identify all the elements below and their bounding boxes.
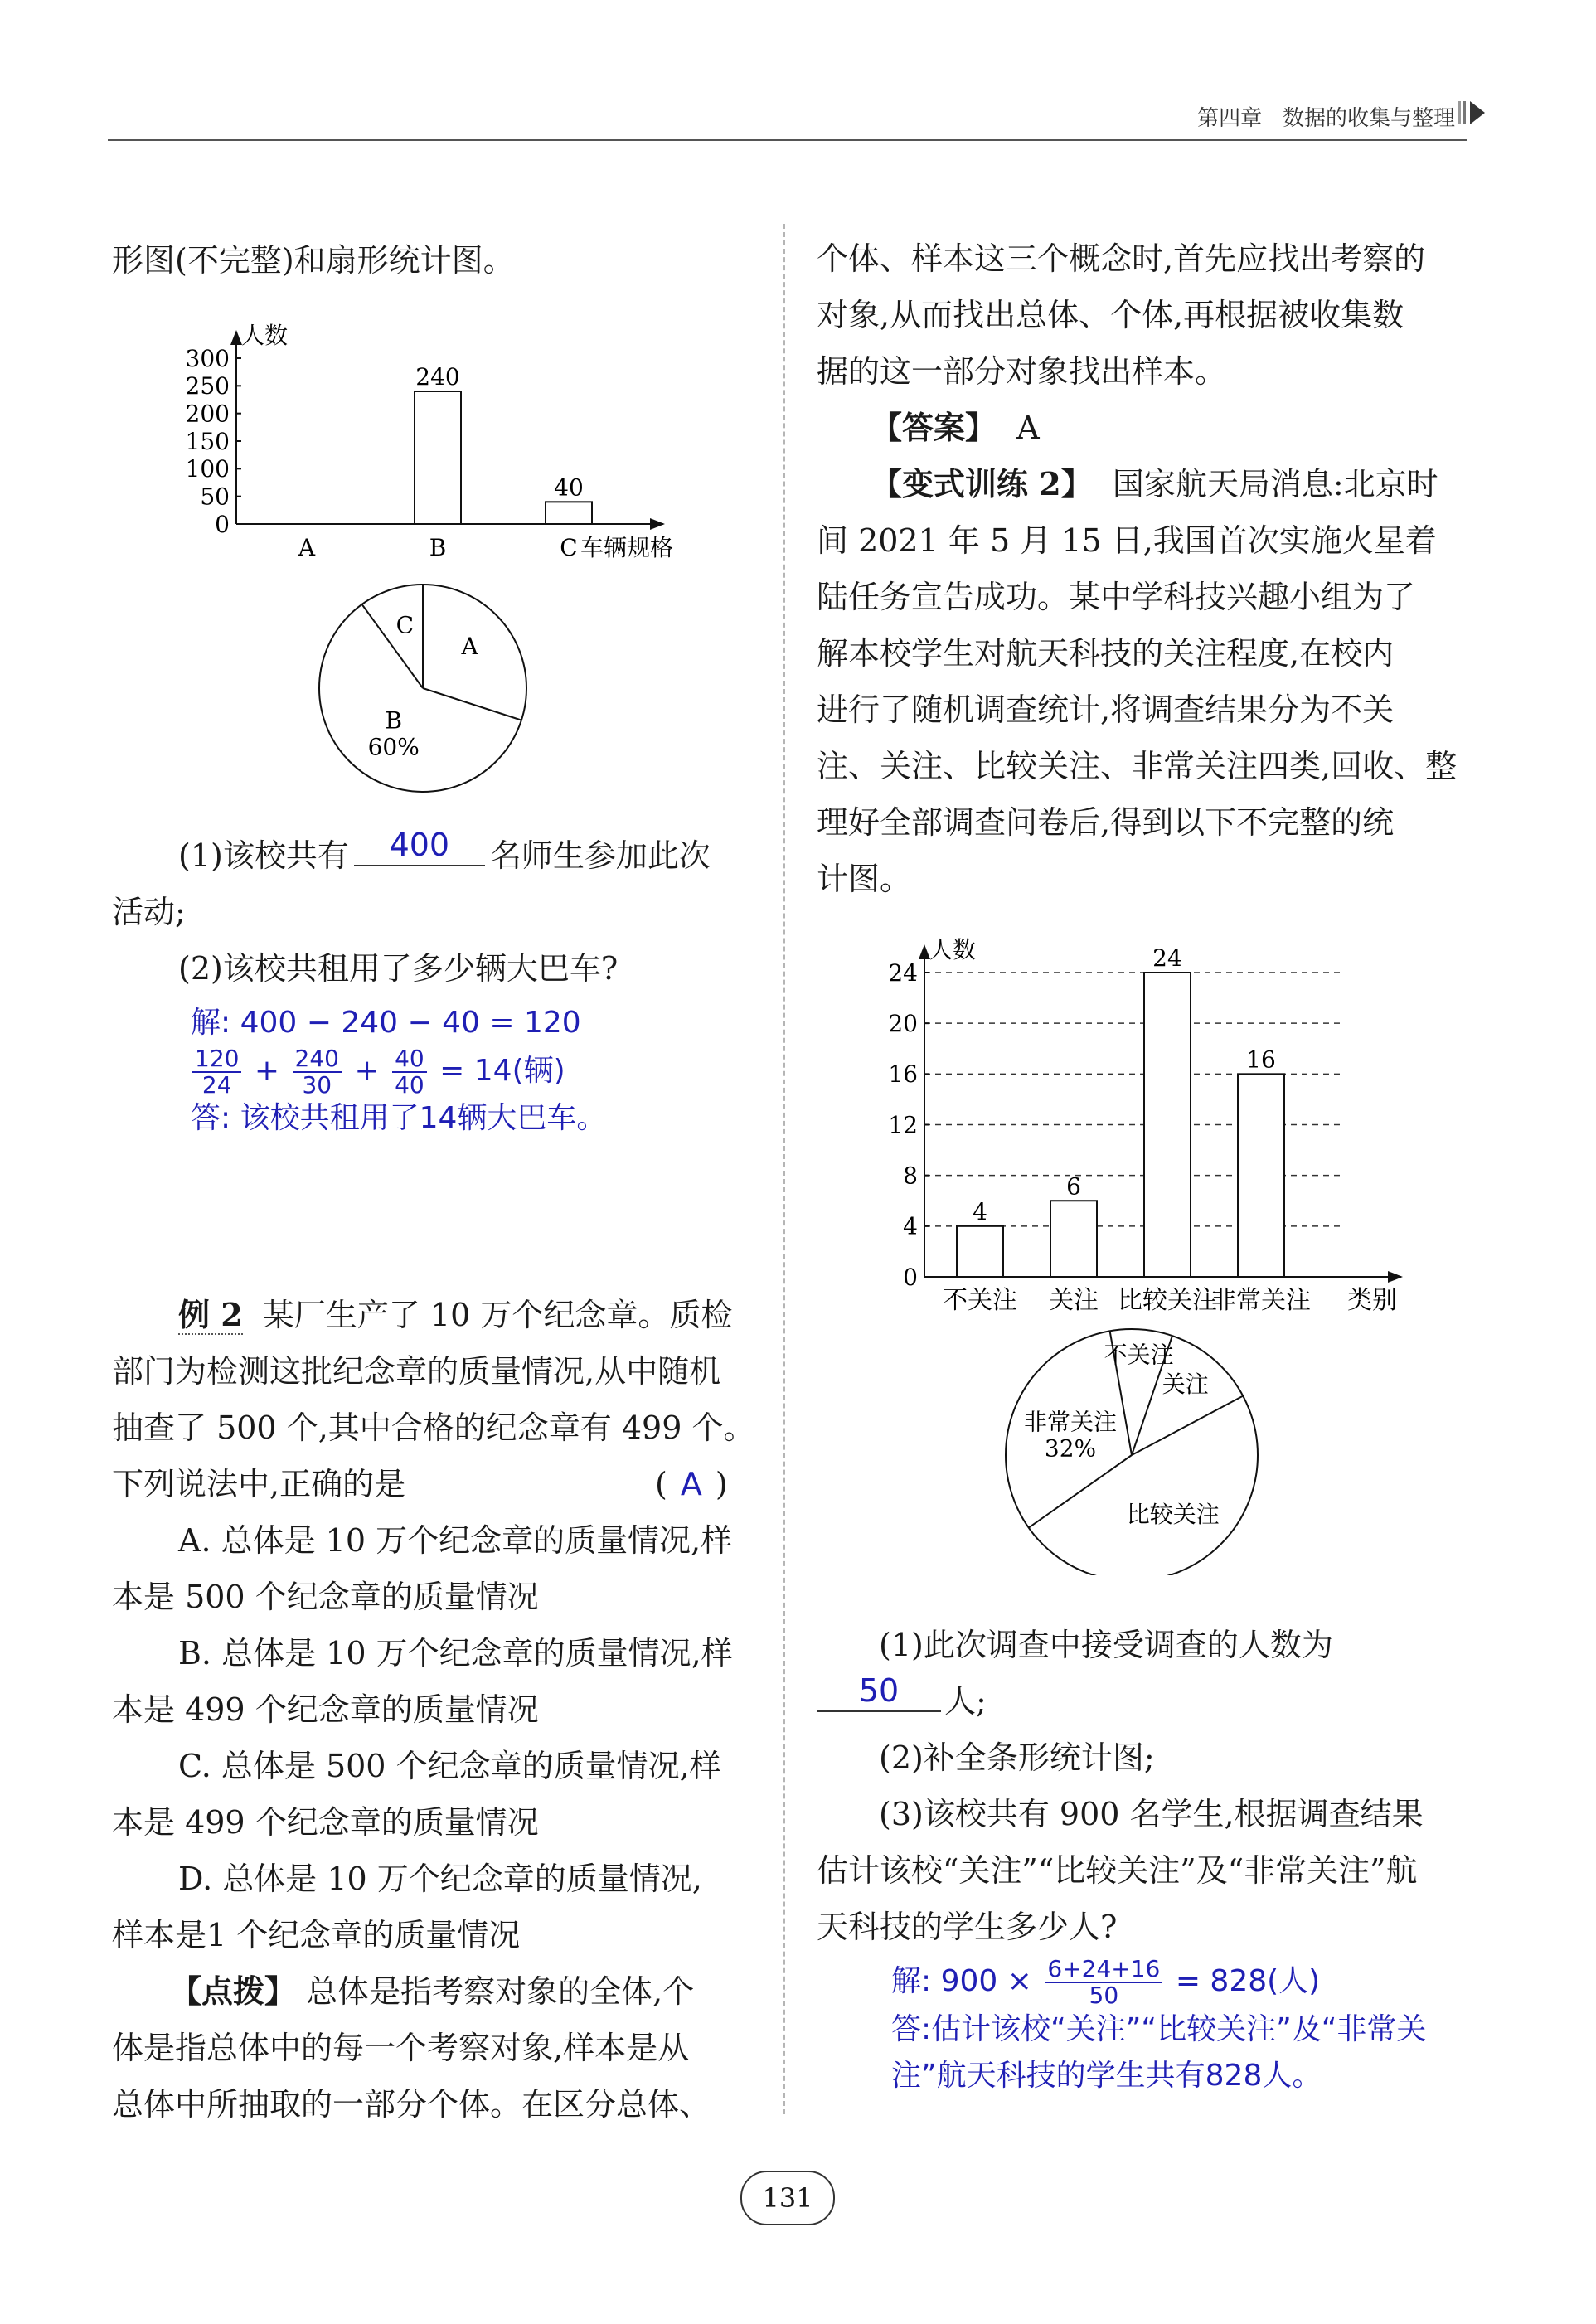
pie-slice-label: A — [461, 632, 478, 660]
x-axis-label: 类别 — [1347, 1286, 1397, 1315]
y-tick-label: 20 — [888, 1009, 918, 1037]
answer-value: A — [1016, 410, 1040, 446]
option-a-line1: A. 总体是 10 万个纪念章的质量情况,样 — [178, 1522, 733, 1559]
pie-slice-label: 关注 — [1162, 1370, 1209, 1398]
example-2-line3: 抽查了 500 个,其中合格的纪念章有 499 个。 — [112, 1409, 755, 1446]
example-2-line2: 部门为检测这批纪念章的质量情况,从中随机 — [112, 1353, 721, 1390]
right-solution-prefix: 解: 900 × — [891, 1964, 1032, 1998]
bar — [415, 391, 461, 524]
right-q3-line2: 估计该校“关注”“比较关注”及“非常关注”航 — [817, 1852, 1418, 1889]
variant-line8: 计图。 — [817, 861, 912, 897]
y-axis-arrow — [919, 944, 930, 959]
option-a-line2: 本是 500 个纪念章的质量情况 — [112, 1579, 539, 1615]
y-tick-label: 200 — [185, 400, 230, 428]
tip-line3: 总体中所抽取的一部分个体。在区分总体、 — [112, 2086, 711, 2123]
column-divider — [783, 224, 785, 2114]
variant-line6: 注、关注、比较关注、非常关注四类,回收、整 — [817, 748, 1458, 784]
y-tick-label: 0 — [215, 510, 230, 538]
right-cont-line2: 对象,从而找出总体、个体,再根据被收集数 — [817, 297, 1404, 333]
chapter-title: 数据的收集与整理 — [1282, 106, 1455, 131]
header-rule — [108, 139, 1467, 141]
bar — [1050, 1201, 1097, 1277]
x-category-label: 比较关注 — [1118, 1286, 1217, 1315]
intro-line: 形图(不完整)和扇形统计图。 — [112, 242, 515, 279]
left-solution-line1: 解: 400 − 240 − 40 = 120 — [191, 1006, 581, 1040]
y-tick-label: 4 — [903, 1212, 918, 1240]
bar-data-label: 40 — [554, 473, 584, 502]
variant-line1 — [871, 456, 1438, 512]
right-solution-answer2: 注”航天科技的学生共有828人。 — [891, 2059, 1322, 2093]
tip-line2: 体是指总体中的每一个考察对象,样本是从 — [112, 2030, 690, 2066]
page-number: 131 — [740, 2171, 835, 2225]
y-tick-label: 100 — [185, 455, 230, 483]
right-q2: (2)补全条形统计图; — [879, 1739, 1155, 1776]
variant-line4: 解本校学生对航天科技的关注程度,在校内 — [817, 635, 1395, 672]
running-header — [1197, 101, 1455, 132]
attention-bar-chart — [879, 920, 1418, 1335]
y-axis-label: 人数 — [929, 936, 977, 963]
frac-240-30: $\frac{240}{30}$ — [293, 1046, 342, 1098]
y-tick-label: 16 — [888, 1060, 918, 1089]
tip-line1 — [170, 1963, 694, 2020]
frac-40-40: $\frac{40}{40}$ — [392, 1046, 427, 1098]
x-axis-label: 车辆规格 — [580, 534, 674, 561]
right-q1-line1: (1)此次调查中接受调查的人数为 — [879, 1627, 1333, 1663]
pie-slice-label: 比较关注 — [1126, 1500, 1220, 1528]
bar — [546, 502, 592, 524]
x-category-label: 关注 — [1049, 1286, 1099, 1315]
bar-data-label: 24 — [1152, 944, 1182, 972]
x-category-label: 不关注 — [943, 1286, 1017, 1315]
option-d-line2: 样本是1 个纪念章的质量情况 — [112, 1917, 521, 1953]
right-q1-blank — [817, 1674, 941, 1712]
right-q1-suffix: 人; — [944, 1683, 987, 1720]
left-q1-answer: 400 — [389, 827, 450, 863]
bar-data-label: 240 — [415, 363, 460, 391]
pie-slice-label: 非常关注 — [1024, 1408, 1118, 1436]
option-b-line2: 本是 499 个纪念章的质量情况 — [112, 1691, 539, 1728]
variant-line7: 理好全部调查问卷后,得到以下不完整的统 — [817, 804, 1395, 841]
left-solution-answer: 答: 该校共租用了14辆大巴车。 — [191, 1101, 607, 1135]
y-axis-label: 人数 — [241, 322, 289, 349]
tip-text1: 总体是指考察对象的全体,个 — [306, 1973, 695, 2010]
pie-slice-label: C — [395, 611, 415, 639]
x-category-label: C — [560, 534, 578, 561]
bar-data-label: 4 — [973, 1197, 987, 1225]
x-axis-arrow — [1388, 1271, 1403, 1283]
example-2-answer: A — [680, 1466, 702, 1502]
bar-data-label: 6 — [1066, 1172, 1081, 1201]
variant-label: 【变式训练 2】 — [871, 465, 1093, 502]
chapter-label: 第四章 — [1197, 106, 1263, 131]
right-q1-answer: 50 — [858, 1672, 900, 1709]
tip-label: 【点拨】 — [170, 1972, 297, 2010]
example-2-answer-paren: ( A ) — [655, 1466, 728, 1502]
example-2-text1: 某厂生产了 10 万个纪念章。质检 — [262, 1297, 733, 1333]
right-q1-line2 — [817, 1673, 987, 1730]
right-solution-line1 — [891, 1957, 1320, 2008]
pie-slice-label: 不关注 — [1104, 1341, 1174, 1369]
option-c-line1: C. 总体是 500 个纪念章的质量情况,样 — [178, 1748, 721, 1784]
example-2-label: 例 2 — [178, 1296, 243, 1333]
bar — [1144, 973, 1191, 1277]
pie-slice-label: B — [385, 706, 403, 735]
y-tick-label: 150 — [185, 427, 230, 455]
x-category-label: B — [429, 534, 447, 561]
left-q1-suffix: 名师生参加此次 — [489, 837, 711, 874]
left-solution-line2: $\frac{120}{24}$ + $\frac{240}{30}$ + $\frac{40}{40}$ = 14(辆) — [189, 1046, 565, 1098]
answer-label: 【答案】 — [871, 409, 997, 446]
answer-line — [871, 400, 1040, 456]
left-q1 — [178, 827, 711, 884]
right-cont-line3: 据的这一部分对象找出样本。 — [817, 353, 1227, 390]
pie-slice-percent: 60% — [367, 733, 420, 761]
y-tick-label: 24 — [888, 958, 918, 987]
variant-text1: 国家航天局消息:北京时 — [1112, 466, 1438, 502]
option-b-line1: B. 总体是 10 万个纪念章的质量情况,样 — [178, 1635, 733, 1671]
variant-line3: 陆任务宣告成功。某中学科技兴趣小组为了 — [817, 579, 1416, 615]
vehicle-pie-chart — [307, 572, 539, 804]
y-axis-arrow — [230, 330, 242, 345]
left-q1-blank — [354, 828, 485, 866]
pie-slice-percent: 32% — [1044, 1434, 1097, 1463]
option-d-line1: D. 总体是 10 万个纪念章的质量情况, — [178, 1861, 702, 1897]
variant-line5: 进行了随机调查统计,将调查结果分为不关 — [817, 691, 1395, 728]
x-axis-arrow — [650, 518, 665, 530]
right-q3-line1: (3)该校共有 900 名学生,根据调查结果 — [879, 1796, 1424, 1832]
vehicle-bar-chart — [166, 290, 705, 564]
left-q2: (2)该校共租用了多少辆大巴车? — [178, 950, 619, 987]
option-c-line2: 本是 499 个纪念章的质量情况 — [112, 1804, 539, 1841]
frac-46-50: $\frac{6+24+16}{50}$ — [1045, 1957, 1162, 2008]
y-tick-label: 300 — [185, 344, 230, 372]
y-tick-label: 0 — [903, 1263, 918, 1291]
example-2-line4: 下列说法中,正确的是 — [112, 1466, 406, 1502]
right-q3-line3: 天科技的学生多少人? — [817, 1909, 1118, 1945]
y-tick-label: 12 — [888, 1111, 918, 1139]
x-category-label: A — [298, 534, 316, 561]
frac-120-24: $\frac{120}{24}$ — [192, 1046, 241, 1098]
variant-line2: 间 2021 年 5 月 15 日,我国首次实施火星着 — [817, 522, 1437, 559]
y-tick-label: 250 — [185, 372, 230, 400]
left-q1-prefix: (1)该校共有 — [178, 837, 349, 874]
header-arrow-icon — [1457, 98, 1488, 128]
x-category-label: 非常关注 — [1211, 1286, 1311, 1315]
attention-pie-chart — [999, 1327, 1273, 1575]
bar — [1238, 1074, 1284, 1277]
y-tick-label: 8 — [903, 1162, 918, 1190]
right-solution-result: = 828(人) — [1175, 1964, 1321, 1998]
bar-data-label: 16 — [1246, 1046, 1276, 1074]
bar — [957, 1226, 1003, 1277]
left-q1-line2: 活动; — [112, 894, 186, 930]
example-2-line1 — [178, 1287, 732, 1343]
right-cont-line1: 个体、样本这三个概念时,首先应找出考察的 — [817, 240, 1426, 277]
right-solution-answer1: 答:估计该校“关注”“比较关注”及“非常关 — [891, 2012, 1427, 2046]
left-solution-result: = 14(辆) — [439, 1054, 565, 1088]
y-tick-label: 50 — [200, 483, 230, 511]
